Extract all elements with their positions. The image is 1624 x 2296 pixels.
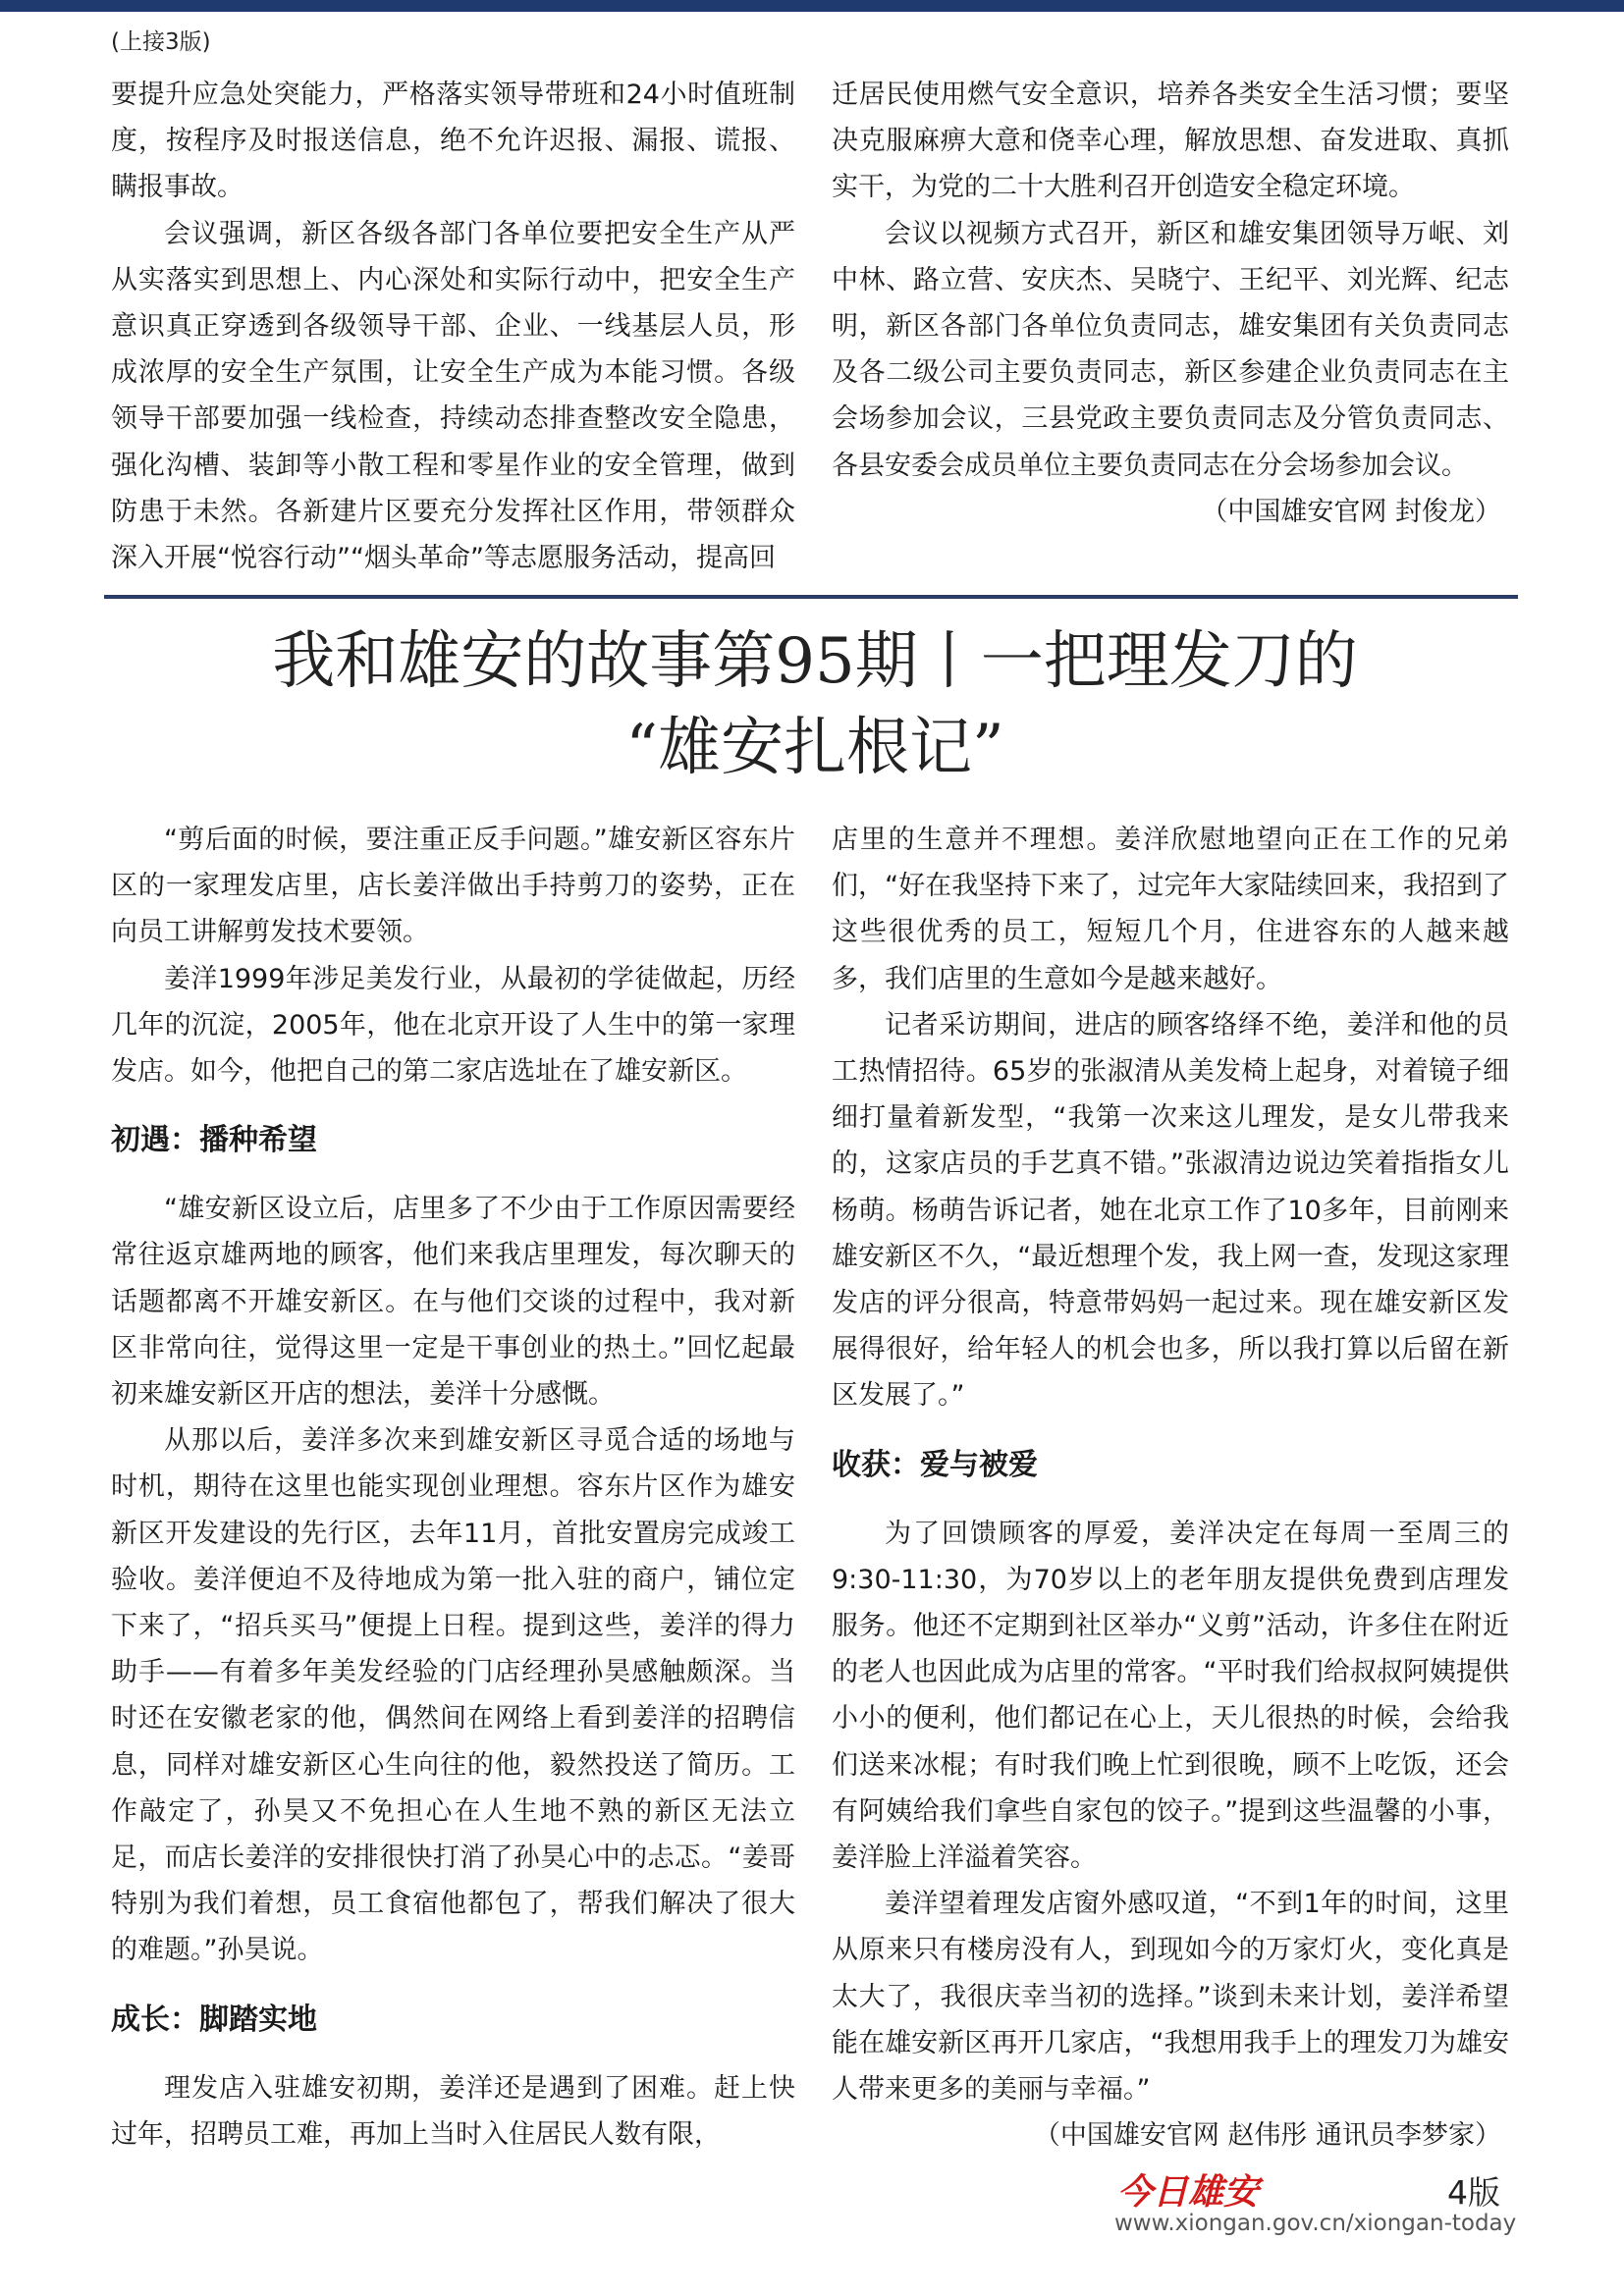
paragraph: 会议以视频方式召开，新区和雄安集团领导万岷、刘中林、路立营、安庆杰、吴晓宁、王纪平、刘光辉、纪志明，新区各部门各单位负责同志，雄安集团有关负责同志及各二级公司主要负责同志，新区参建企业负责同志在主会场参加会议，三县党政主要负责同志及分管负责同志、各县安委会成员单位主要负责同志在分会场参加会议。 xyxy=(832,218,1509,481)
headline-line-2: “雄安扎根记” xyxy=(625,712,1004,784)
page-number: 4版 xyxy=(1447,2173,1500,2212)
bottom-left-column xyxy=(111,817,795,2158)
paragraph: 要提升应急处突能力，严格落实领导带班和24小时值班制度，按程序及时报送信息，绝不允许迟报、漏报、谎报、瞒报事故。 xyxy=(111,80,795,203)
paragraph: 迁居民使用燃气安全意识，培养各类安全生活习惯；要坚决克服麻痹大意和侥幸心理，解放思想、奋发进取、真抓实干，为党的二十大胜利召开创造安全稳定环境。 xyxy=(832,80,1509,203)
paragraph: “雄安新区设立后，店里多了不少由于工作原因需要经常往返京雄两地的顾客，他们来我店里理发，每次聊天的话题都离不开雄安新区。在与他们交谈的过程中，我对新区非常向往，觉得这里一定是干事创业的热土。”回忆起最初来雄安新区开店的想法，姜洋十分感慨。 xyxy=(111,1194,795,1411)
article-headline xyxy=(98,618,1532,791)
paragraph: 店里的生意并不理想。姜洋欣慰地望向正在工作的兄弟们，“好在我坚持下来了，过完年大家陆续回来，我招到了这些很优秀的员工，短短几个月，住进容东的人越来越多，我们店里的生意如今是越来越好。 xyxy=(832,825,1509,994)
paragraph: 姜洋望着理发店窗外感叹道，“不到1年的时间，这里从原来只有楼房没有人，到现如今的万家灯火，变化真是太大了，我很庆幸当初的选择。”谈到未来计划，姜洋希望能在雄安新区再开几家店，“我想用我手上的理发刀为雄安人带来更多的美丽与幸福。” xyxy=(832,1889,1509,2106)
paragraph: “剪后面的时候，要注重正反手问题。”雄安新区容东片区的一家理发店里，店长姜洋做出手持剪刀的姿势，正在向员工讲解剪发技术要领。 xyxy=(111,825,795,948)
top-right-column xyxy=(832,72,1509,535)
bottom-right-column xyxy=(832,817,1509,2159)
paragraph: 从那以后，姜洋多次来到雄安新区寻觅合适的场地与时机，期待在这里也能实现创业理想。容东片区作为雄安新区开发建设的先行区，去年11月，首批安置房完成竣工验收。姜洋便迫不及待地成为第一批入驻的商户，铺位定下来了，“招兵买马”便提上日程。提到这些，姜洋的得力助手——有着多年美发经验的门店经理孙昊感触颇深。当时还在安徽老家的他，偶然间在网络上看到姜洋的招聘信息，同样对雄安新区心生向往的他，毅然投送了简历。工作敲定了，孙昊又不免担心在人生地不熟的新区无法立足，而店长姜洋的安排很快打消了孙昊心中的忐忑。“姜哥特别为我们着想，员工食宿他都包了，帮我们解决了很大的难题。”孙昊说。 xyxy=(111,1425,795,1966)
newspaper-logo: 今日雄安 xyxy=(1117,2171,1260,2213)
paragraph: 会议强调，新区各级各部门各单位要把安全生产从严从实落实到思想上、内心深处和实际行动中，把安全生产意识真正穿透到各级领导干部、企业、一线基层人员，形成浓厚的安全生产氛围，让安全生产成为本能习惯。各级领导干部要加强一线检查，持续动态排查整改安全隐患，强化沟槽、装卸等小散工程和零星作业的安全管理，做到防患于未然。各新建片区要充分发挥社区作用，带领群众深入开展“悦容行动”“烟头革命”等志愿服务活动，提高回 xyxy=(111,218,795,574)
top-left-column xyxy=(111,72,795,581)
headline-line-1: 我和雄安的故事第95期丨一把理发刀的 xyxy=(272,625,1358,698)
paragraph: 记者采访期间，进店的顾客络绎不绝，姜洋和他的员工热情招待。65岁的张淑清从美发椅上起身，对着镜子细细打量着新发型，“我第一次来这儿理发，是女儿带我来的，这家店员的手艺真不错。”张淑清边说边笑着指指女儿杨萌。杨萌告诉记者，她在北京工作了10多年，目前刚来雄安新区不久，“最近想理个发，我上网一查，发现这家理发店的评分很高，特意带妈妈一起过来。现在雄安新区发展得很好，给年轻人的机会也多，所以我打算以后留在新区发展了。” xyxy=(832,1009,1509,1412)
paragraph: 理发店入驻雄安初期，姜洋还是遇到了困难。赶上快过年，招聘员工难，再加上当时入住居民人数有限， xyxy=(111,2072,795,2150)
continued-from-note: (上接3版) xyxy=(111,29,211,55)
section-heading: 成长：脚踏实地 xyxy=(111,2002,317,2037)
section-divider xyxy=(104,595,1518,599)
article-source: （中国雄安官网 封俊龙） xyxy=(1201,496,1501,527)
section-heading: 初遇：播种希望 xyxy=(111,1123,317,1158)
footer-url[interactable]: www.xiongan.gov.cn/xiongan-today xyxy=(1114,2211,1517,2236)
article-source: （中国雄安官网 赵伟彤 通讯员李梦家） xyxy=(1033,2120,1501,2152)
top-color-bar xyxy=(0,0,1624,12)
paragraph: 为了回馈顾客的厚爱，姜洋决定在每周一至周三的9:30-11:30，为70岁以上的老年朋友提供免费到店理发服务。他还不定期到社区举办“义剪”活动，许多住在附近的老人也因此成为店里的常客。“平时我们给叔叔阿姨提供小小的便利，他们都记在心上，天儿很热的时候，会给我们送来冰棍；有时我们晚上忙到很晚，顾不上吃饭，还会有阿姨给我们拿些自家包的饺子。”提到这些温馨的小事，姜洋脸上洋溢着笑容。 xyxy=(832,1518,1509,1874)
paragraph: 姜洋1999年涉足美发行业，从最初的学徒做起，历经几年的沉淀，2005年，他在北京开设了人生中的第一家理发店。如今，他把自己的第二家店选址在了雄安新区。 xyxy=(111,963,795,1088)
section-heading: 收获：爱与被爱 xyxy=(832,1447,1038,1482)
